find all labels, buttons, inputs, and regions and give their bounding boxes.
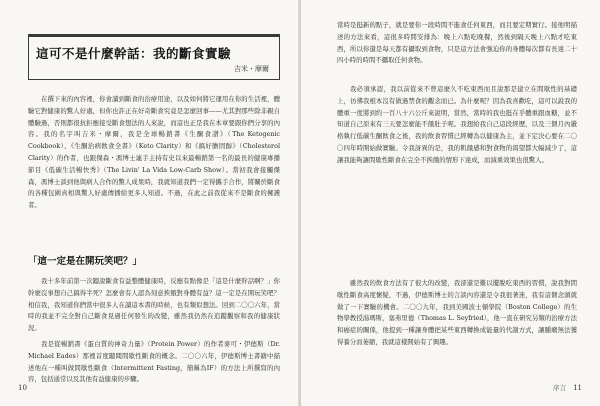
- body-paragraph: 我必須承認，我以前從來不曾這麼久不吃東西而且說那是建立在間歇性的基礎上，彷彿我根本沒有做過禁食的觀念而已。為什麼呢？因為我喜歡吃，這可以說我的體重一度將到約一百八十六公斤來說明，當然，當時的我也挺在乎體重跟血糖，並不知道自己原來有三天要怎麼能不餓肚子呢。我想給我自己這段經歷，以及三個月內嚴格執行低碳生酮飲食之後，我的飲食習慣已經轉為以健康為主，並下定決心要在二〇〇四年時開始做實驗。令我訝異的是，我的飢餓感和對食物的渴望都大幅減少了，這讓我能夠讓間歇性斷食在完全不挨餓的情形下達成，而減重效果也很驚人。: [337, 85, 577, 164]
- page-number-right: 11: [573, 384, 582, 392]
- running-footer: 序言: [553, 384, 566, 392]
- body-paragraph: 我是從暢銷書《蛋白質的神奇力量》（Protein Power）的作者麥可・伊德斯（Dr. Michael Eades）那裡首度聽聞間歇性斷食的概念。二〇〇六年，伊德斯博士書籍中描述他在一種叫做間歇性斷食（Intermittent Fasting，簡稱為IF）的方法上所撰寫的內容，包括通常以及其他有益健康的步驟。: [28, 340, 280, 384]
- body-paragraph: 當時是挺新的點子，就是要你一段時間不進食任何東西，而且要定期實行。接他明描述的方法來看，這很多時間安排為：晚上六點吃晚餐，然後到隔天晚上六點才吃東西，所以你還是每天都有攝取到食物，只是這方法會強迫你的身體每次都有長達二十四小時的時間不攝取任何食物。: [337, 21, 577, 65]
- right-page: [301, 0, 600, 406]
- body-paragraph: 雖然我的飲食方法有了很大的改變，我卻還是難以擺脫吃東西的習慣，說我對間歇性斷食高度懷疑，不過，伊德斯博士的言談內容還是令我很著迷，我有這個念頭就做了一下實驗的機會。二〇〇九年，我到美國波士頓學院（Boston College）的生物學教授湯瑪斯，塞弗里德（Thomas L. Seyfried），他一直在研究另類的治療方法和癌症的關係，他提到一種讓身體把某些東西轉換成能量的代謝方式，讓腫瘤無法獲得養分而萎縮，我就這樣開始有了興趣。: [337, 279, 577, 346]
- chapter-title: 這可不是什麼幹話：我的斷食實驗: [36, 46, 232, 61]
- chapter-author: 吉米・摩爾: [234, 65, 269, 73]
- section-heading: 「這一定是在開玩笑吧？」: [28, 256, 143, 267]
- page-number-left: 10: [18, 384, 27, 392]
- left-page: [0, 0, 299, 406]
- chapter-title-box: [28, 34, 280, 80]
- body-paragraph: 我十多年前第一次聽說斷食有益整體健康時，反應有點像是「這是什麼幹話啊？」你幹麼沒事想自己搞得半死？怎麼會有人認為刻意挨餓對身體有益？這一定是在開玩笑吧？相信我，我知道你們當中很多人在讀這本書的時候，也有類似想法。回到二〇〇六年，當時的我並不完全對自己斷食見過任何發生的改變，雖然我仍然在追蹤觀察和我的健康狀況。: [28, 277, 280, 333]
- intro-paragraph: 在撰下來的內容裡，你會讀到斷食的治療用途，以及如何將它運用在你的生活裡，體驗它對健康的驚人好處，但你也許正在好奇斷食究竟是怎麼回事——尤其對那些除非親自體驗過，否則都很抗拒應接受斷食想法的人來說，而這也正是我在本章要跟你們分享的內容。我的名字叫吉米・摩爾，我是全球暢銷書《生酮食譜》（The Ketogenic Cookbook）、《生酮治病飲食全書》（Keto Clarity）和《搞好膽固醇》（Cholesterol Clarity）的作者，也跟傑森・馮博士連手主持有史以來最暢銷第一名的最長的健康專播節目《低碳生活暢快秀》（The Livin' La Vida Low-Carb Show）。當初我會接觸傑森，馮博士談到他與病人合作的驚人成果時，我就知道我們一定得攜手合作，將關於斷食的各種包圍真相與驚人好處傳播給更多人知道。不過，在此之前我從來不是斷食的擁護者。: [28, 95, 280, 210]
